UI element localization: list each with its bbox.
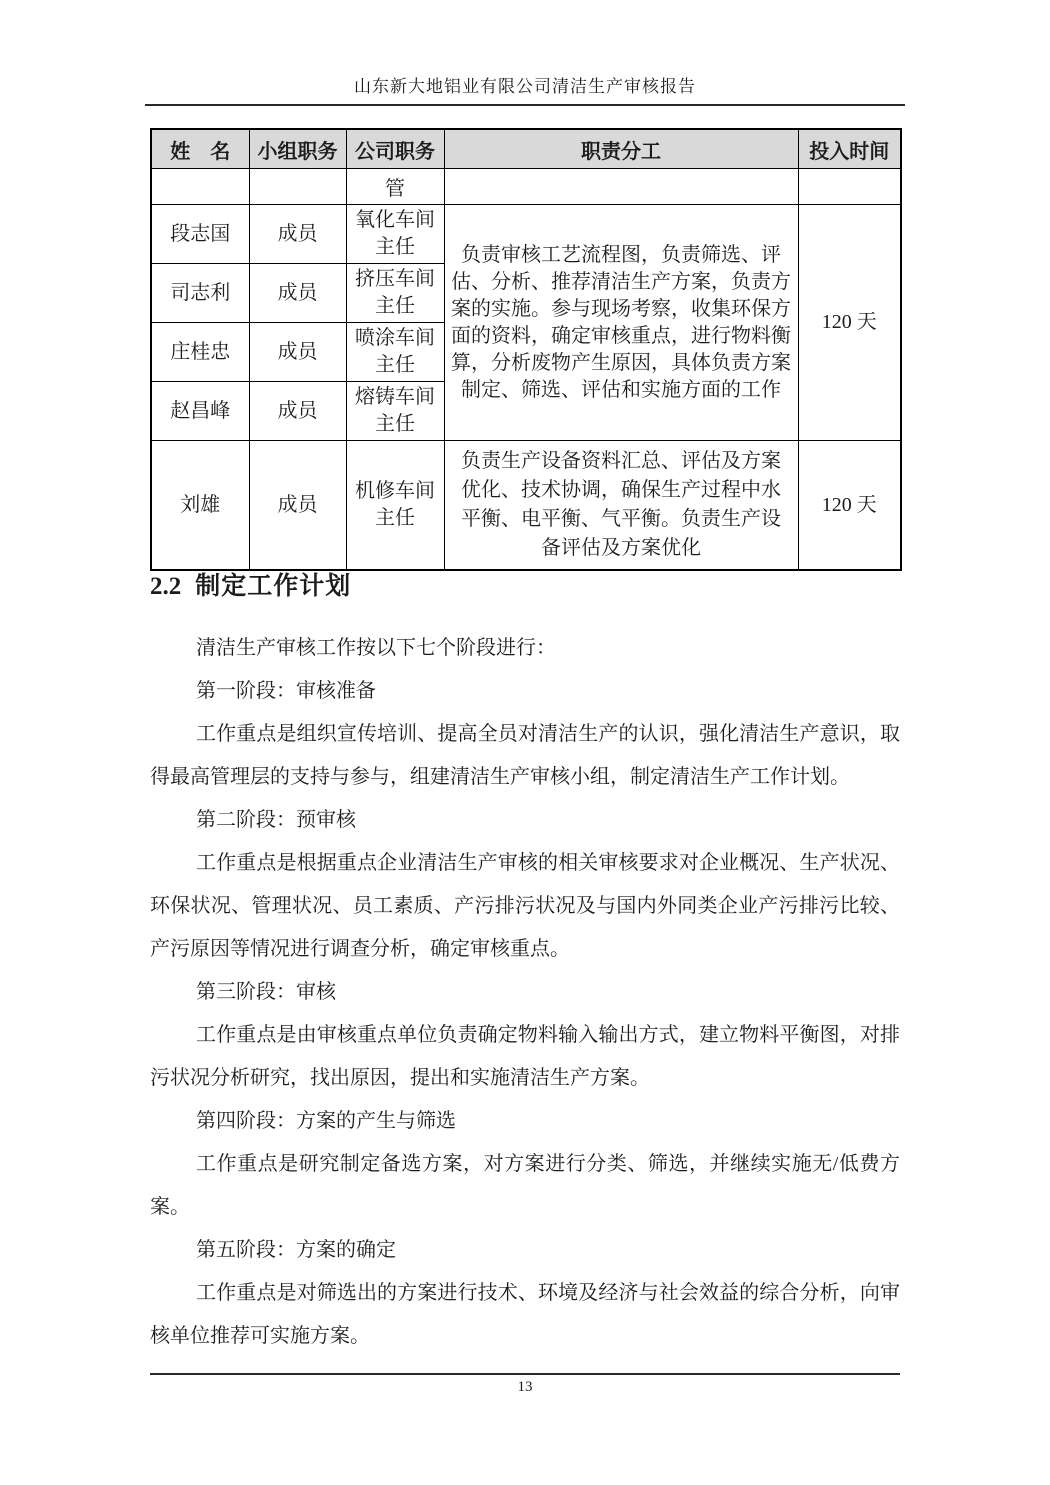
company-role-cell: 管 — [346, 169, 444, 205]
col-header-time: 投入时间 — [798, 129, 901, 169]
stage-4-title: 第四阶段：方案的产生与筛选 — [196, 1110, 456, 1132]
group-role-cell: 成员 — [249, 264, 346, 323]
stage-3-title: 第三阶段：审核 — [196, 981, 336, 1003]
name-cell: 刘雄 — [151, 441, 249, 571]
col-header-group-role: 小组职务 — [249, 129, 346, 169]
page-footer — [150, 1373, 900, 1396]
company-role-cell: 氧化车间主任 — [346, 205, 444, 264]
empty-cell — [798, 169, 901, 205]
stage-1-title: 第一阶段：审核准备 — [196, 680, 376, 702]
group-role-cell: 成员 — [249, 205, 346, 264]
section-title: 制定工作计划 — [195, 573, 352, 600]
stage-5-paragraph: 工作重点是对筛选出的方案进行技术、环境及经济与社会效益的综合分析，向审核单位推荐可实施方案。 — [150, 1282, 900, 1347]
intro-paragraph: 清洁生产审核工作按以下七个阶段进行： — [196, 637, 556, 659]
col-header-company-role: 公司职务 — [346, 129, 444, 169]
table-header-row — [151, 129, 901, 169]
col-header-name: 姓 名 — [151, 129, 249, 169]
merged-time-cell: 120 天 — [798, 205, 901, 441]
col-header-duty: 职责分工 — [444, 129, 798, 169]
table-row — [151, 205, 901, 264]
empty-cell — [249, 169, 346, 205]
name-cell: 司志利 — [151, 264, 249, 323]
stage-2-paragraph: 工作重点是根据重点企业清洁生产审核的相关审核要求对企业概况、生产状况、环保状况、管理状况、员工素质、产污排污状况及与国内外同类企业产污排污比较、产污原因等情况进行调查分析，确定审核重点。 — [150, 852, 900, 960]
group-role-cell: 成员 — [249, 323, 346, 382]
empty-cell — [151, 169, 249, 205]
stage-5-title: 第五阶段：方案的确定 — [196, 1239, 396, 1261]
table-row-continuation — [151, 169, 901, 205]
company-role-cell: 挤压车间主任 — [346, 264, 444, 323]
page-number: 13 — [517, 1379, 533, 1395]
stage-3-paragraph: 工作重点是由审核重点单位负责确定物料输入输出方式，建立物料平衡图，对排污状况分析研究，找出原因，提出和实施清洁生产方案。 — [150, 1024, 900, 1089]
stage-4-paragraph: 工作重点是研究制定备选方案，对方案进行分类、筛选，并继续实施无/低费方案。 — [150, 1153, 900, 1218]
name-cell: 庄桂忠 — [151, 323, 249, 382]
company-role-cell: 熔铸车间主任 — [346, 382, 444, 441]
section-number: 2.2 — [150, 573, 182, 600]
name-cell: 赵昌峰 — [151, 382, 249, 441]
stage-1-paragraph: 工作重点是组织宣传培训、提高全员对清洁生产的认识，强化清洁生产意识，取得最高管理层的支持与参与，组建清洁生产审核小组，制定清洁生产工作计划。 — [150, 723, 900, 788]
merged-duty-cell: 负责审核工艺流程图，负责筛选、评估、分析、推荐清洁生产方案，负责方案的实施。参与现场考察，收集环保方面的资料，确定审核重点，进行物料衡算，分析废物产生原因，具体负责方案制定、筛选、评估和实施方面的工作 — [444, 205, 798, 441]
stage-2-title: 第二阶段：预审核 — [196, 809, 356, 831]
empty-cell — [444, 169, 798, 205]
time-cell: 120 天 — [798, 441, 901, 571]
audit-team-table — [150, 128, 902, 571]
running-header — [145, 72, 905, 106]
running-header-title: 山东新大地铝业有限公司清洁生产审核报告 — [354, 77, 696, 96]
duty-cell: 负责生产设备资料汇总、评估及方案优化、技术协调，确保生产过程中水平衡、电平衡、气平衡。负责生产设备评估及方案优化 — [444, 441, 798, 571]
table-row — [151, 441, 901, 571]
group-role-cell: 成员 — [249, 441, 346, 571]
body-text — [150, 627, 900, 1358]
group-role-cell: 成员 — [249, 382, 346, 441]
header-rule — [145, 104, 905, 106]
company-role-cell: 喷涂车间主任 — [346, 323, 444, 382]
section-heading — [150, 566, 351, 602]
name-cell: 段志国 — [151, 205, 249, 264]
company-role-cell: 机修车间主任 — [346, 441, 444, 571]
